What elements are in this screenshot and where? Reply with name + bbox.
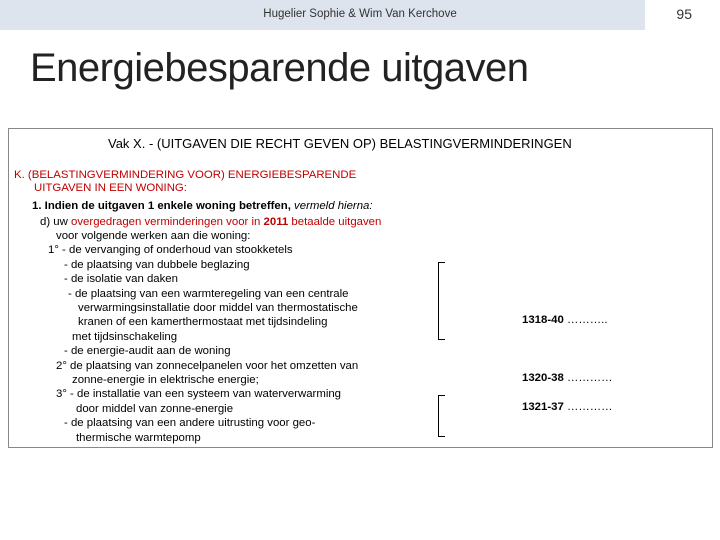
work-item-3: - de isolatie van daken: [64, 273, 178, 285]
code2-dots: …………: [563, 372, 613, 384]
work-item-7a: 3° - de installatie van een systeem van waterverwarming: [56, 388, 342, 400]
header-authors: Hugelier Sophie & Wim Van Kerchove: [263, 8, 457, 20]
code-1318-40: [522, 314, 607, 326]
work-item-2: - de plaatsing van dubbele beglazing: [64, 259, 250, 271]
code3-dots: …………: [563, 401, 613, 413]
work-item-6b: zonne-energie in elektrische energie;: [72, 374, 259, 386]
code-1320-38: [522, 372, 613, 384]
work-item-4b: verwarmingsinstallatie door middel van thermostatische: [78, 302, 358, 314]
code1-number: 1318-40: [522, 314, 564, 326]
slide-title: Energiebesparende uitgaven: [30, 46, 529, 90]
work-item-4a: - de plaatsing van een warmteregeling van een centrale: [68, 288, 349, 300]
item1-bold-text: 1. Indien de uitgaven 1 enkele woning betreffen,: [32, 200, 291, 212]
bracket-code3: [438, 395, 445, 437]
work-item-5: - de energie-audit aan de woning: [64, 345, 231, 357]
page-number: 95: [676, 6, 692, 22]
work-item-6a: 2° de plaatsing van zonnecelpanelen voor het omzetten van: [56, 360, 359, 372]
code2-number: 1320-38: [522, 372, 564, 384]
vak-title: Vak X. - (UITGAVEN DIE RECHT GEVEN OP) BELASTINGVERMINDERINGEN: [108, 136, 572, 151]
code3-number: 1321-37: [522, 401, 564, 413]
d-red-text2: betaalde uitgaven: [288, 216, 382, 228]
work-item-4c: kranen of een kamerthermostaat met tijdsindeling: [78, 316, 328, 328]
d-year: 2011: [263, 216, 289, 228]
work-item-7b: door middel van zonne-energie: [76, 403, 234, 415]
item-d-line2: voor volgende werken aan die woning:: [56, 230, 251, 242]
bracket-code1: [438, 262, 445, 340]
code1-dots: ………..: [563, 314, 608, 326]
work-item-8b: thermische warmtepomp: [76, 432, 201, 444]
section-k-line2: UITGAVEN IN EEN WONING:: [34, 182, 187, 194]
item-d-line1: [40, 215, 381, 229]
work-item-4d: met tijdsinschakeling: [72, 331, 178, 343]
code-1321-37: [522, 401, 613, 413]
item1-heading: [32, 199, 373, 213]
item1-italic-text: vermeld hierna:: [290, 200, 373, 212]
work-item-8a: - de plaatsing van een andere uitrusting voor geo-: [64, 417, 316, 429]
d-red-text1: overgedragen verminderingen voor in: [71, 216, 264, 228]
d-prefix: d) uw: [40, 216, 72, 228]
work-item-1: 1° - de vervanging of onderhoud van stookketels: [48, 244, 293, 256]
section-k-line1: K. (BELASTINGVERMINDERING VOOR) ENERGIEBESPARENDE: [14, 169, 357, 181]
